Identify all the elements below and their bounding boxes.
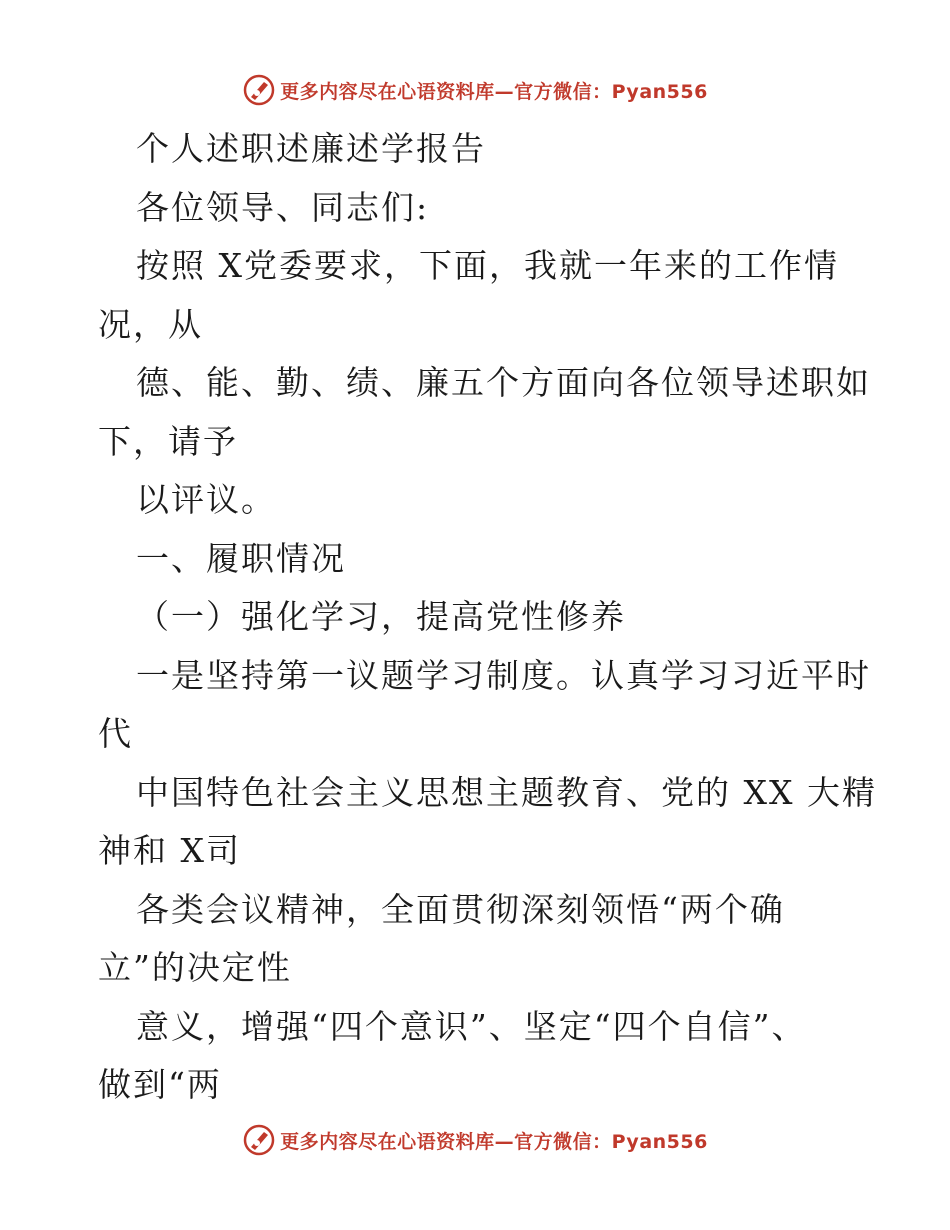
text-line: 按照 X党委要求，下面，我就一年来的工作情	[136, 246, 839, 285]
text-line: 一、履职情况	[136, 538, 346, 578]
document-body	[98, 120, 918, 1115]
header-banner	[0, 70, 950, 110]
text-line: 下，请予	[98, 421, 238, 461]
text-line: 个人述职述廉述学报告	[136, 129, 486, 168]
text-line: （一）强化学习，提高党性修养	[136, 597, 626, 636]
text-line: 神和 X司	[98, 831, 241, 870]
text-line: 各类会议精神，全面贯彻深刻领悟“两个确	[136, 889, 785, 929]
banner-text: 更多内容尽在心语资料库—官方微信：Pyan556	[280, 1130, 708, 1153]
text-line: 况，从	[98, 304, 203, 344]
text-line: 一是坚持第一议题学习制度。认真学习习近平时	[136, 655, 871, 695]
text-line: 以评议。	[136, 480, 276, 519]
text-line: 德、能、勤、绩、廉五个方面向各位领导述职如	[136, 363, 871, 402]
text-line: 中国特色社会主义思想主题教育、党的 XX 大精	[136, 772, 877, 812]
text-line: 意义，增强“四个意识”、坚定“四个自信”、	[136, 1006, 807, 1046]
text-line: 立”的决定性	[98, 948, 292, 987]
pen-logo-icon	[242, 73, 276, 107]
text-line: 各位领导、同志们:	[136, 187, 430, 227]
footer-banner	[0, 1120, 950, 1160]
text-line: 代	[98, 714, 133, 753]
text-line: 做到“两	[98, 1065, 222, 1104]
banner-text: 更多内容尽在心语资料库—官方微信：Pyan556	[280, 80, 708, 103]
pen-logo-icon	[242, 1123, 276, 1157]
